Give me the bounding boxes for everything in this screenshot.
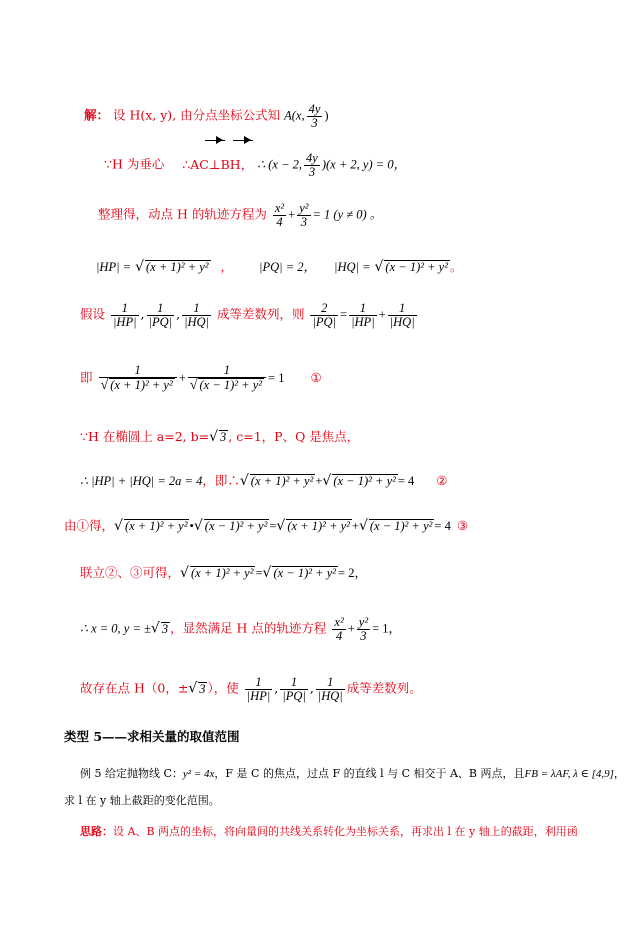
solution-line-6: 即 $\frac{1}{\text{√ (x + 1)² + y²}}$ + $\frac{1}{\text{√ (x − 1)² + y²}}$ = 1 ①	[80, 363, 322, 393]
solution-line-9: 由①得，√ (x + 1)² + y² •√ (x − 1)² + y² =√ (x + 1)² + y² +√ (x − 1)² + y² = 4 ③	[64, 518, 469, 534]
therefore-text: ∴AC⊥BH，	[182, 156, 254, 172]
solution-line-1: 解： 设 H(x, y), 由分点坐标公式知 A(x, $\frac{4y}{3}$ )	[84, 102, 329, 130]
solution-line-5: 假设 $\frac{1}{|HP|}$ , $\frac{1}{|PQ|}$ , $\frac{1}{|HQ|}$ 成等差数列，则 $\frac{2}{|PQ|}$ = $\frac{1}{|HP|}$ + $\frac{1}{|HQ|}$	[80, 301, 415, 329]
math-point-a: A(x,	[284, 108, 305, 123]
vector-arrow-bh	[233, 140, 253, 141]
fraction-y2-3: $\frac{\text{y²}}{3}$	[299, 201, 309, 229]
solution-line-2: ∵H 为垂心 ∴AC⊥BH， ∴ (x − 2, $\frac{4y}{3}$ )(x + 2, y) = 0，	[104, 151, 407, 179]
solution-line-8: ∴ |HP| + |HQ| = 2a = 4，即∴√ (x + 1)² + y² +√ (x − 1)² + y² = 4 ②	[80, 473, 448, 489]
hq-length: |HQ| =	[334, 260, 371, 274]
equation-marker-1: ①	[310, 369, 322, 385]
solution-line-11: ∴ x = 0, y = ±√ 3 ，显然满足 H 点的轨迹方程 $\frac{\text{x²}}{4}$ + $\frac{\text{y²}}{3}$ = 1，	[80, 615, 402, 643]
solution-label: 解：	[84, 107, 110, 123]
fraction-4y-3: $\frac{4y}{3}$	[308, 102, 321, 130]
example-line-2: 求 l 在 y 轴上截距的变化范围。	[64, 794, 220, 807]
solution-text: 设 H(x, y), 由分点坐标公式知	[113, 107, 281, 123]
solution-line-10: 联立②、③可得，√ (x + 1)² + y² =√ (x − 1)² + y² = 2，	[80, 565, 367, 581]
because-text: ∵H 为垂心	[104, 156, 165, 172]
section-heading: 类型 5——求相关量的取值范围	[64, 729, 240, 744]
equation-marker-3: ③	[456, 518, 469, 533]
solution-line-12: 故存在点 H（0，±√ 3 ），使 $\frac{1}{|HP|}$ , $\frac{1}{|PQ|}$ , $\frac{1}{|HQ|}$ 成等差数列。	[80, 675, 422, 703]
idea-label: 思路：	[80, 825, 113, 838]
equation-marker-2: ②	[436, 473, 448, 488]
example-line-1: 例 5 给定抛物线 C：y² = 4x，F 是 C 的焦点，过点 F 的直线 l 与 C 相交于 A、B 两点，且FB = λAF, λ ∈ [4,9]，	[80, 767, 625, 780]
fraction-x2-4: $\frac{\text{x²}}{4}$	[274, 201, 285, 229]
solution-line-7: ∵H 在椭圆上 a=2, b=√ 3 , c=1，P、Q 是焦点，	[80, 429, 360, 445]
vector-arrow-ac	[205, 140, 225, 141]
vector-condition: FB = λAF, λ ∈ [4,9]	[524, 768, 614, 780]
solution-line-3: 整理得，动点 H 的轨迹方程为 $\frac{\text{x²}}{4}$ + $\frac{\text{y²}}{3}$ = 1 (y ≠ 0) 。	[98, 201, 383, 229]
hp-length: |HP| =	[96, 260, 132, 274]
pq-length: |PQ| = 2，	[259, 260, 317, 274]
fraction-4y-3-b: $\frac{4y}{3}$	[306, 151, 318, 179]
solution-line-4: |HP| = √ (x + 1)² + y² ， |PQ| = 2， |HQ| = √ (x − 1)² + y² 。	[96, 259, 463, 275]
idea-line: 思路：设 A、B 两点的坐标，将向量间的共线关系转化为坐标关系，再求出 l 在 y 轴上的截距，利用函	[80, 825, 578, 838]
